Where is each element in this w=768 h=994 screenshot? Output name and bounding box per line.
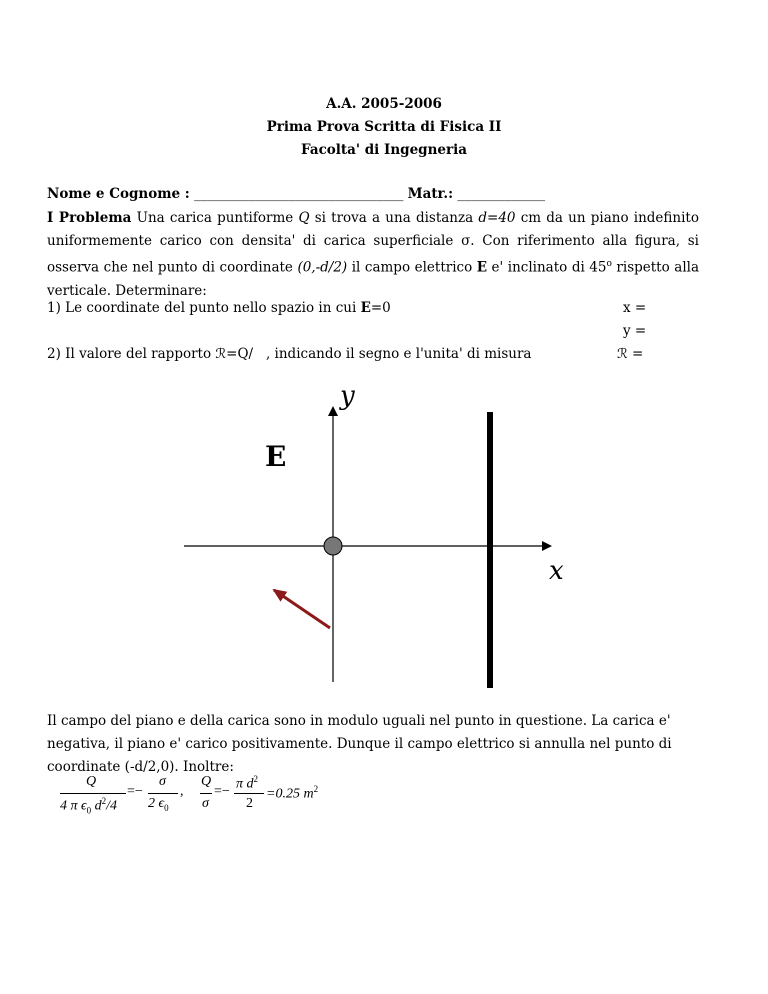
point-charge <box>324 537 342 555</box>
answer-x[interactable]: x = <box>623 300 647 316</box>
problem-title: I Problema <box>47 210 132 226</box>
e-field-label: E <box>265 440 287 473</box>
formula: Q 4 π $\epsilon_0$ $d^2/4$ =− σ 2 $\epsilon_0$ , Q σ =− π $d^2$ 2 =0.25 $m^2$ <box>60 774 319 816</box>
matr-field[interactable]: _____________ <box>457 186 546 202</box>
e-field-arrow <box>274 590 330 628</box>
figure <box>0 370 768 700</box>
y-axis-label: y <box>340 381 355 411</box>
question-1: 1) Le coordinate del punto nello spazio in cui E=0 <box>47 300 391 316</box>
answer-r[interactable]: ℛ = <box>617 346 644 362</box>
matr-label: Matr.: <box>407 186 454 202</box>
name-label: Nome e Cognome : <box>47 186 190 202</box>
question-2: 2) Il valore del rapporto ℛ=Q/ , indicando il segno e l'unita' di misura <box>47 346 532 362</box>
name-field[interactable]: _______________________________ <box>194 186 404 202</box>
answer-y[interactable]: y = <box>623 323 647 339</box>
header-line-1: A.A. 2005-2006 <box>326 96 442 112</box>
problem-statement: I Problema Una carica puntiforme Q si trova a una distanza d=40 cm da un piano indefinito uniformemente carico con densita' di carica superficiale σ. Con riferimento alla figura, si osserva che nel punto di coordinate (0,-d/2) il campo elettrico E e' inclinato di 45$^o$ rispetto alla verticale. Determinare: <box>47 210 699 299</box>
solution-text: Il campo del piano e della carica sono in modulo uguali nel punto in questione. La carica e' negativa, il piano e' carico positivamente. Dunque il campo elettrico si annulla nel punto di coordinate (-d/2,0). Inoltre: <box>47 713 672 775</box>
header-line-3: Facolta' di Ingegneria <box>300 142 468 158</box>
header-line-2: Prima Prova Scritta di Fisica II <box>266 119 502 135</box>
x-axis-label: x <box>549 556 564 586</box>
form-line <box>47 183 545 206</box>
